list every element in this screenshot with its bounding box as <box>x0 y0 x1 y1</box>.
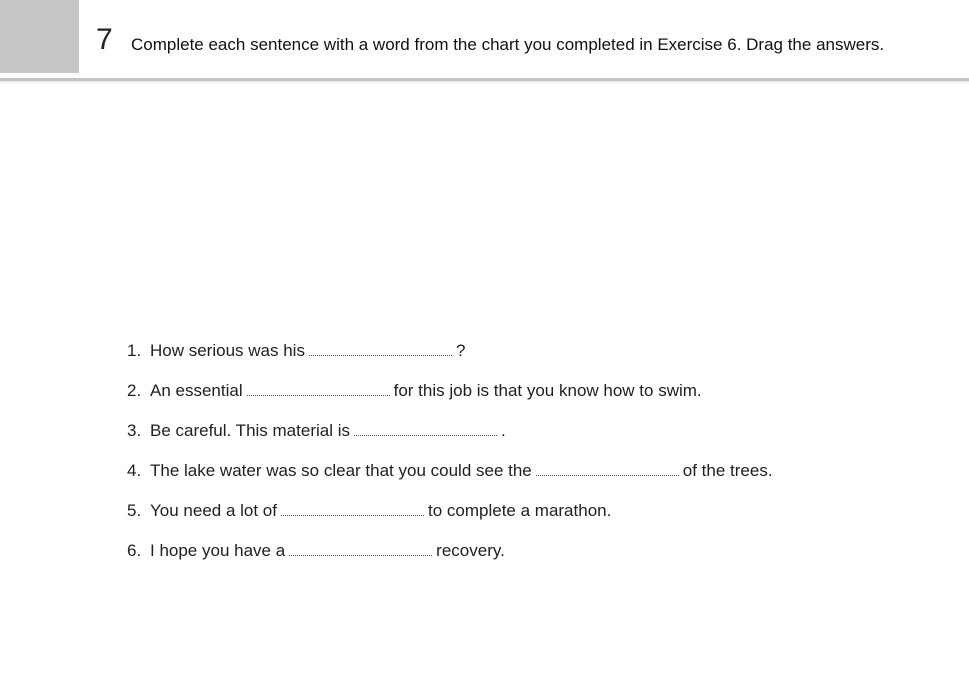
exercise-instructions: Complete each sentence with a word from the chart you completed in Exercise 6. Drag the answers. <box>131 35 885 54</box>
sentence-text-before: An essential <box>150 381 243 400</box>
sentence-text-before: You need a lot of <box>150 501 277 520</box>
answer-drop-zone-3[interactable] <box>354 421 497 436</box>
sentence-number: 5. <box>127 501 142 520</box>
sentence-number: 4. <box>127 461 142 480</box>
sentence-text-after: recovery. <box>436 541 505 560</box>
sentence-text-after: . <box>500 421 506 440</box>
answer-drop-zone-5[interactable] <box>281 501 424 516</box>
sentence-2 <box>127 378 887 418</box>
exercise-number: 7 <box>96 23 113 56</box>
sentence-4 <box>127 458 887 498</box>
sentence-text-after: of the trees. <box>682 461 773 480</box>
sentence-5 <box>127 498 887 538</box>
sentence-number: 6. <box>127 541 142 560</box>
sentence-number: 2. <box>127 381 142 400</box>
sentence-number: 3. <box>127 421 142 440</box>
sentence-6 <box>127 538 887 578</box>
exercise-header <box>0 0 969 80</box>
sentence-3 <box>127 418 887 458</box>
answer-drop-zone-4[interactable] <box>536 461 679 476</box>
corner-tab <box>0 0 79 73</box>
sentence-text-before: How serious was his <box>150 341 305 360</box>
sentence-text-after: for this job is that you know how to swim. <box>393 381 702 400</box>
sentence-text-before: The lake water was so clear that you could see the <box>150 461 532 480</box>
sentence-text-before: Be careful. This material is <box>150 421 350 440</box>
header-divider-shadow <box>0 81 969 84</box>
sentence-1 <box>127 338 887 378</box>
sentence-number: 1. <box>127 341 142 360</box>
answer-drop-zone-1[interactable] <box>309 341 452 356</box>
answer-drop-zone-6[interactable] <box>289 541 432 556</box>
sentence-text-after: to complete a marathon. <box>428 501 612 520</box>
sentence-text-before: I hope you have a <box>150 541 286 560</box>
sentence-list <box>127 338 887 578</box>
sentence-text-after: ? <box>455 341 466 360</box>
answer-drop-zone-2[interactable] <box>247 381 390 396</box>
